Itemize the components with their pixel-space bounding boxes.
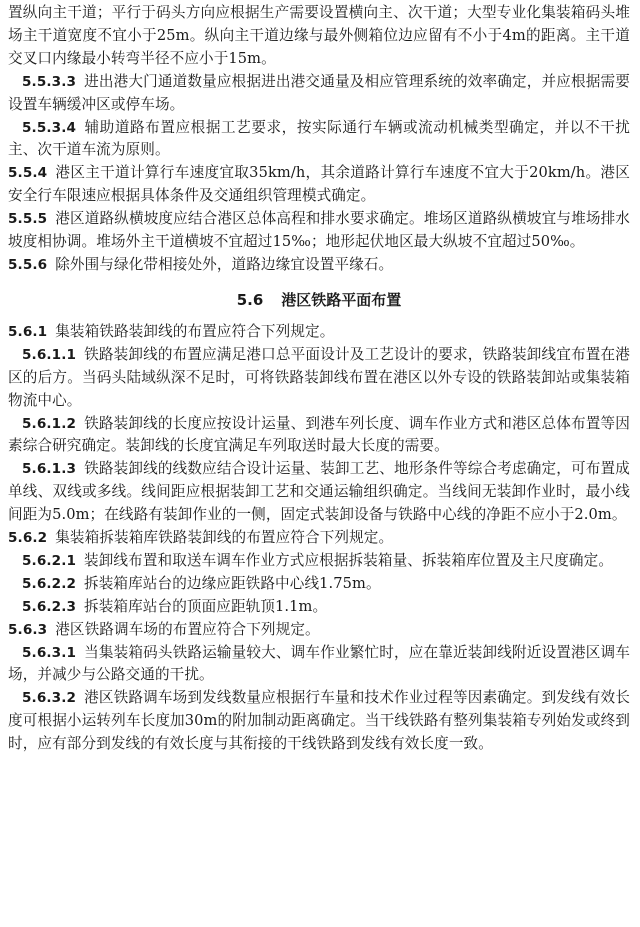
clause-text: 集装箱铁路装卸线的布置应符合下列规定。 (55, 322, 335, 340)
clause-text: 装卸线布置和取送车调车作业方式应根据拆装箱量、拆装箱库位置及主尺度确定。 (84, 551, 614, 569)
section-number: 5.6 (236, 290, 264, 309)
clause-text: 除外围与绿化带相接处外，道路边缘宜设置平缘石。 (55, 255, 394, 273)
clause-5-5-4 (8, 162, 630, 208)
clause-number: 5.5.4 (8, 165, 48, 182)
clause-number: 5.6.2.1 (22, 552, 77, 569)
clause-5-5-6 (8, 254, 630, 277)
clause-5-6-3 (8, 619, 630, 642)
clause-number: 5.5.6 (8, 256, 48, 273)
clause-text: 铁路装卸线的长度应按设计运量、到港车列长度、调车作业方式和港区总体布置等因素综合研究确定。装卸线的长度宜满足车列取送时最大长度的需要。 (8, 414, 630, 455)
clause-5-5-3-4 (8, 117, 630, 163)
clause-5-6-2-2 (8, 573, 630, 596)
clause-number: 5.6.2.3 (22, 598, 77, 615)
clause-number: 5.6.1.3 (22, 461, 77, 478)
paragraph-continuation (8, 2, 630, 71)
clause-text: 铁路装卸线的布置应满足港口总平面设计及工艺设计的要求，铁路装卸线宜布置在港区的后方。当码头陆域纵深不足时，可将铁路装卸线布置在港区以外专设的铁路装卸站或集装箱物流中心。 (8, 345, 630, 409)
clause-text: 港区铁路调车场的布置应符合下列规定。 (55, 620, 320, 638)
clause-number: 5.6.3.2 (22, 690, 77, 707)
clause-number: 5.6.3.1 (22, 644, 77, 661)
clause-text: 拆装箱库站台的顶面应距轨顶1.1m。 (84, 597, 328, 615)
clause-text: 铁路装卸线的线数应结合设计运量、装卸工艺、地形条件等综合考虑确定，可布置成单线、双线或多线。线间距应根据装卸工艺和交通运输组织确定。当线间无装卸作业时，最小线间距为5.0m；在线路有装卸作业的一侧，固定式装卸设备与铁路中心线的净距不应小于2.0m。 (8, 460, 630, 524)
clause-number: 5.6.2 (8, 530, 48, 547)
clause-5-5-5 (8, 208, 630, 254)
clause-text: 拆装箱库站台的边缘应距铁路中心线1.75m。 (84, 574, 381, 592)
clause-text: 港区主干道计算行车速度宜取35km/h，其余道路计算行车速度不宜大于20km/h。港区安全行车限速应根据具体条件及交通组织管理模式确定。 (8, 164, 630, 205)
clause-text: 集装箱拆装箱库铁路装卸线的布置应符合下列规定。 (55, 529, 394, 547)
clause-5-6-3-2 (8, 687, 630, 756)
clause-number: 5.6.1 (8, 323, 48, 340)
clause-5-6-1 (8, 321, 630, 344)
paragraph-text: 置纵向主干道；平行于码头方向应根据生产需要设置横向主、次干道；大型专业化集装箱码头堆场主干道宽度不宜小于25m。纵向主干道边缘与最外侧箱位边应留有不小于4m的距离。主干道交叉口内缘最小转弯半径不应小于15m。 (8, 4, 630, 67)
section-title: 港区铁路平面布置 (281, 290, 402, 309)
clause-5-6-1-3 (8, 458, 630, 527)
section-heading (8, 289, 630, 311)
clause-number: 5.6.2.2 (22, 575, 77, 592)
clause-5-6-2-1 (8, 550, 630, 573)
clause-5-6-3-1 (8, 642, 630, 688)
clause-number: 5.5.3.4 (22, 119, 77, 136)
clause-number: 5.6.1.1 (22, 346, 77, 363)
clause-text: 进出港大门通道数量应根据进出港交通量及相应管理系统的效率确定，并应根据需要设置车辆缓冲区或停车场。 (8, 72, 630, 113)
clause-5-6-2-3 (8, 596, 630, 619)
clause-number: 5.5.5 (8, 211, 48, 228)
clause-5-6-1-2 (8, 413, 630, 459)
clause-text: 辅助道路布置应根据工艺要求，按实际通行车辆或流动机械类型确定，并以不干扰主、次干道车流为原则。 (8, 118, 630, 159)
clause-5-6-2 (8, 527, 630, 550)
clause-number: 5.5.3.3 (22, 73, 77, 90)
clause-5-5-3-3 (8, 71, 630, 117)
clause-5-6-1-1 (8, 344, 630, 413)
clause-number: 5.6.1.2 (22, 415, 77, 432)
clause-number: 5.6.3 (8, 621, 48, 638)
clause-text: 当集装箱码头铁路运输量较大、调车作业繁忙时，应在靠近装卸线附近设置港区调车场，并减少与公路交通的干扰。 (8, 643, 630, 684)
clause-text: 港区道路纵横坡度应结合港区总体高程和排水要求确定。堆场区道路纵横坡宜与堆场排水坡度相协调。堆场外主干道横坡不宜超过15‰；地形起伏地区最大纵坡不宜超过50‰。 (8, 210, 630, 251)
clause-text: 港区铁路调车场到发线数量应根据行车量和技术作业过程等因素确定。到发线有效长度可根据小运转列车长度加30m的附加制动距离确定。当干线铁路有整列集装箱专列始发或终到时，应有部分到发线的有效长度与其衔接的干线铁路到发线有效长度一致。 (8, 689, 630, 753)
